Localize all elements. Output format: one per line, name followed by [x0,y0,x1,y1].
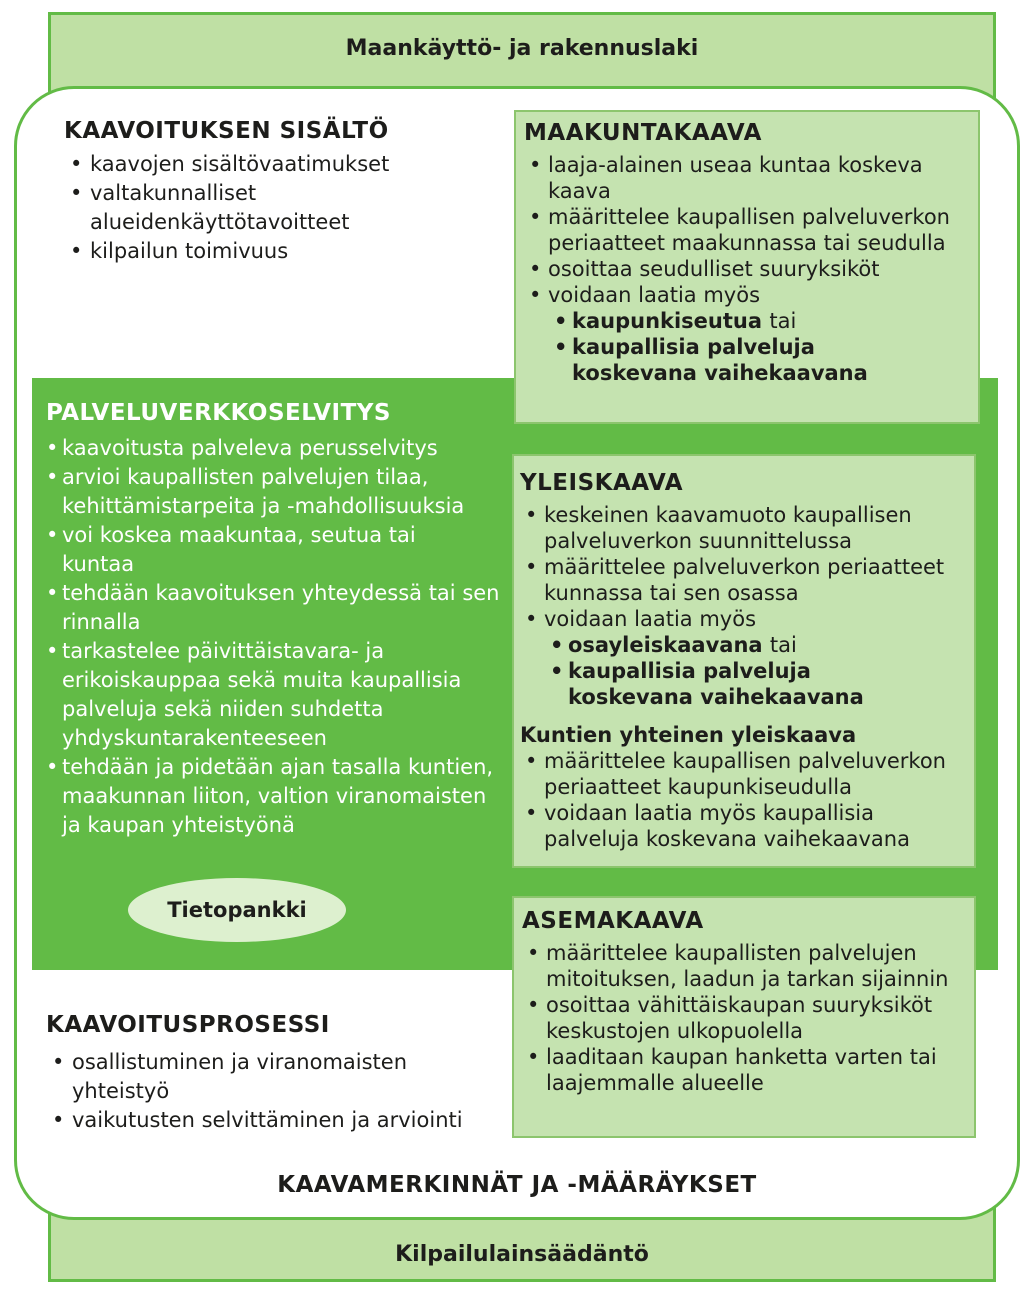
kaavoituksen-sisalto-title: KAAVOITUKSEN SISÄLTÖ [64,118,389,144]
yleiskaava-box [512,454,976,868]
sub-item-suffix: tai [769,309,797,333]
list-item: • osoittaa seudulliset suuryksiköt [524,256,968,282]
maakuntakaava-title: MAAKUNTAKAAVA [524,120,762,146]
list-item: • osallistuminen ja viranomaisten yhteistyö [46,1048,506,1106]
list-item: • tehdään ja pidetään ajan tasalla kuntien, maakunnan liiton, valtion viranomaisten ja kaupan yhteistyönä [46,753,506,840]
sub-item-text: osayleiskaavana [568,633,763,657]
sub-item-suffix: tai [769,633,797,657]
palveluverkkoselvitys-title: PALVELUVERKKOSELVITYS [46,400,391,426]
palveluverkkoselvitys-list [46,434,506,840]
list-item: • kaavoitusta palveleva perusselvitys [46,434,506,463]
sub-list-item [524,308,968,334]
kaavoitusprosessi-list [46,1048,506,1135]
list-item: • vaikutusten selvittäminen ja arviointi [46,1106,506,1135]
bottom-band-title: Kilpailulainsäädäntö [395,1242,649,1267]
palveluverkkoselvitys-section [46,400,506,840]
list-item: • tarkastelee päivittäistavara- ja erikoiskauppaa sekä muita kaupallisia palveluja sekä niiden suhdetta yhdyskuntarakenteeseen [46,637,506,753]
list-item: • keskeinen kaavamuoto kaupallisen palveluverkon suunnittelussa [520,502,964,554]
kaavoituksen-sisalto-section [64,118,494,266]
list-item: • kilpailun toimivuus [64,237,494,266]
list-item: • osoittaa vähittäiskaupan suuryksiköt keskustojen ulkopuolella [522,992,964,1044]
sub-list-item: • kaupallisia palveluja koskevana vaihekaavana [524,334,892,386]
kuntien-yhteinen-list [520,748,964,852]
sub-list-item [520,632,964,658]
asemakaava-list [522,940,964,1096]
list-item: • voidaan laatia myös kaupallisia palveluja koskevana vaihekaavana [520,800,964,852]
list-item: • arvioi kaupallisten palvelujen tilaa, kehittämistarpeita ja -mahdollisuuksia [46,463,506,521]
maakuntakaava-list [524,152,968,386]
kaavoitusprosessi-section [46,1012,506,1135]
kaavoituksen-sisalto-list [64,150,494,266]
tietopankki-oval: Tietopankki [128,878,346,942]
asemakaava-title: ASEMAKAAVA [522,908,704,934]
kuntien-yhteinen-yleiskaava-heading: Kuntien yhteinen yleiskaava [520,723,857,747]
yleiskaava-list [520,502,964,710]
sub-item-text: kaupunkiseutua [572,309,763,333]
maakuntakaava-box [514,110,980,424]
top-band-title: Maankäyttö- ja rakennuslaki [345,36,699,61]
sub-list-item: • kaupallisia palveluja koskevana vaihekaavana [520,658,888,710]
list-item: • voidaan laatia myös [520,606,964,632]
list-item: • määrittelee palveluverkon periaatteet kunnassa tai sen osassa [520,554,964,606]
list-item: • valtakunnalliset alueidenkäyttötavoitteet [64,179,400,237]
list-item: • määrittelee kaupallisen palveluverkon periaatteet maakunnassa tai seudulla [524,204,968,256]
kaavoitusprosessi-title: KAAVOITUSPROSESSI [46,1012,330,1038]
list-item: • määrittelee kaupallisten palvelujen mitoituksen, laadun ja tarkan sijainnin [522,940,964,992]
list-item: • laaja-alainen useaa kuntaa koskeva kaava [524,152,968,204]
list-item: • kaavojen sisältövaatimukset [64,150,494,179]
asemakaava-box [512,896,976,1138]
list-item: • voidaan laatia myös [524,282,968,308]
list-item: • voi koskea maakuntaa, seutua tai kuntaa [46,521,482,579]
list-item: • määrittelee kaupallisen palveluverkon periaatteet kaupunkiseudulla [520,748,964,800]
list-item: • laaditaan kaupan hanketta varten tai laajemmalle alueelle [522,1044,964,1096]
kaavamerkinnat-title: KAAVAMERKINNÄT JA -MÄÄRÄYKSET [277,1172,757,1198]
list-item: • tehdään kaavoituksen yhteydessä tai sen rinnalla [46,579,506,637]
yleiskaava-title: YLEISKAAVA [520,470,684,496]
